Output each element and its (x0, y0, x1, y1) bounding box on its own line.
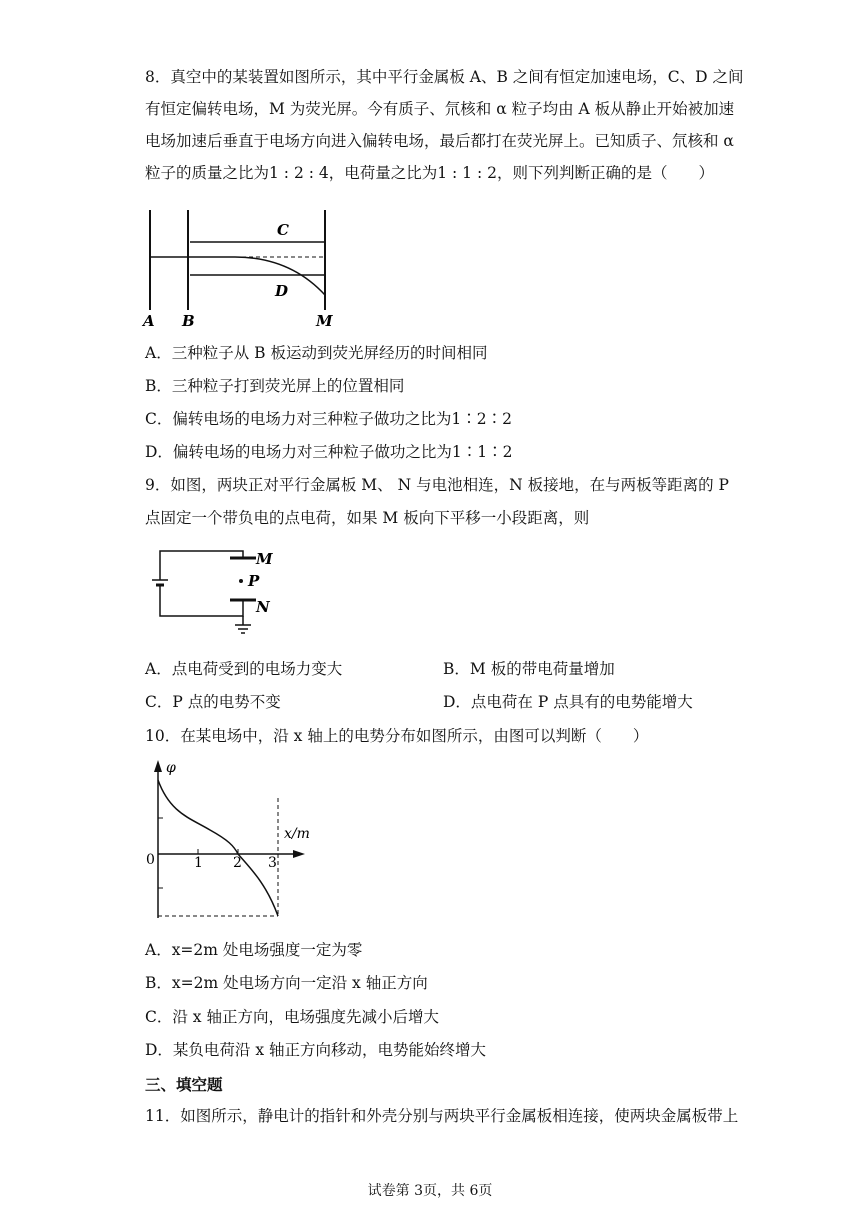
q10-option-b[interactable]: B．x=2m 处电场方向一定沿 x 轴正方向 (145, 974, 428, 992)
label-n-plate: N (256, 598, 270, 616)
q8-line-1: 8．真空中的某装置如图所示，其中平行金属板 A、B 之间有恒定加速电场，C、D 之间 (145, 68, 744, 86)
q11-line-1: 11．如图所示，静电计的指针和外壳分别与两块平行金属板相连接，使两块金属板带上 (145, 1107, 739, 1125)
section-heading: 三、填空题 (145, 1076, 223, 1094)
tick-3: 3 (268, 855, 277, 871)
q8-option-d[interactable]: D．偏转电场的电场力对三种粒子做功之比为1∶1∶2 (145, 443, 513, 461)
q10-option-d[interactable]: D．某负电荷沿 x 轴正方向移动，电势能始终增大 (145, 1041, 487, 1059)
q9-line-2: 点固定一个带负电的点电荷，如果 M 板向下平移一小段距离，则 (145, 509, 590, 527)
q10-option-a[interactable]: A．x=2m 处电场强度一定为零 (145, 941, 363, 959)
tick-0: 0 (146, 852, 155, 868)
q9-option-d[interactable]: D．点电荷在 P 点具有的电势能增大 (443, 693, 693, 711)
label-d: D (275, 282, 289, 300)
label-b: B (182, 312, 195, 330)
tick-2: 2 (233, 855, 242, 871)
q9-option-b[interactable]: B．M 板的带电荷量增加 (443, 660, 615, 678)
label-m: M (316, 312, 333, 330)
q9-option-c[interactable]: C．P 点的电势不变 (145, 693, 281, 711)
page-footer: 试卷第 3页，共 6页 (367, 1183, 493, 1199)
q8-option-c[interactable]: C．偏转电场的电场力对三种粒子做功之比为1∶2∶2 (145, 410, 512, 428)
label-p: P (248, 572, 260, 590)
q10-figure (140, 758, 320, 923)
q8-line-4: 粒子的质量之比为1 : 2 : 4，电荷量之比为1 : 1 : 2，则下列判断正确的是（ ） (145, 164, 714, 182)
q8-line-2: 有恒定偏转电场，M 为荧光屏。今有质子、氘核和 α 粒子均由 A 板从静止开始被加速 (145, 100, 735, 118)
tick-1: 1 (194, 855, 203, 871)
q10-option-c[interactable]: C．沿 x 轴正方向，电场强度先减小后增大 (145, 1008, 439, 1026)
q9-option-a[interactable]: A．点电荷受到的电场力变大 (145, 660, 343, 678)
q8-figure (140, 205, 340, 330)
label-c: C (277, 221, 289, 239)
label-a: A (143, 312, 155, 330)
q8-line-3: 电场加速后垂直于电场方向进入偏转电场，最后都打在荧光屏上。已知质子、氘核和 α (145, 132, 734, 150)
q8-option-a[interactable]: A．三种粒子从 B 板运动到荧光屏经历的时间相同 (145, 344, 488, 362)
q10-line-1: 10．在某电场中，沿 x 轴上的电势分布如图所示，由图可以判断（ ） (145, 727, 649, 745)
label-phi: φ (166, 760, 176, 776)
q9-line-1: 9．如图，两块正对平行金属板 M、 N 与电池相连，N 板接地，在与两板等距离的 P (145, 476, 729, 494)
q8-option-b[interactable]: B．三种粒子打到荧光屏上的位置相同 (145, 377, 405, 395)
label-m-plate: M (256, 550, 273, 568)
q9-figure (148, 548, 283, 638)
label-xm: x/m (284, 826, 310, 842)
